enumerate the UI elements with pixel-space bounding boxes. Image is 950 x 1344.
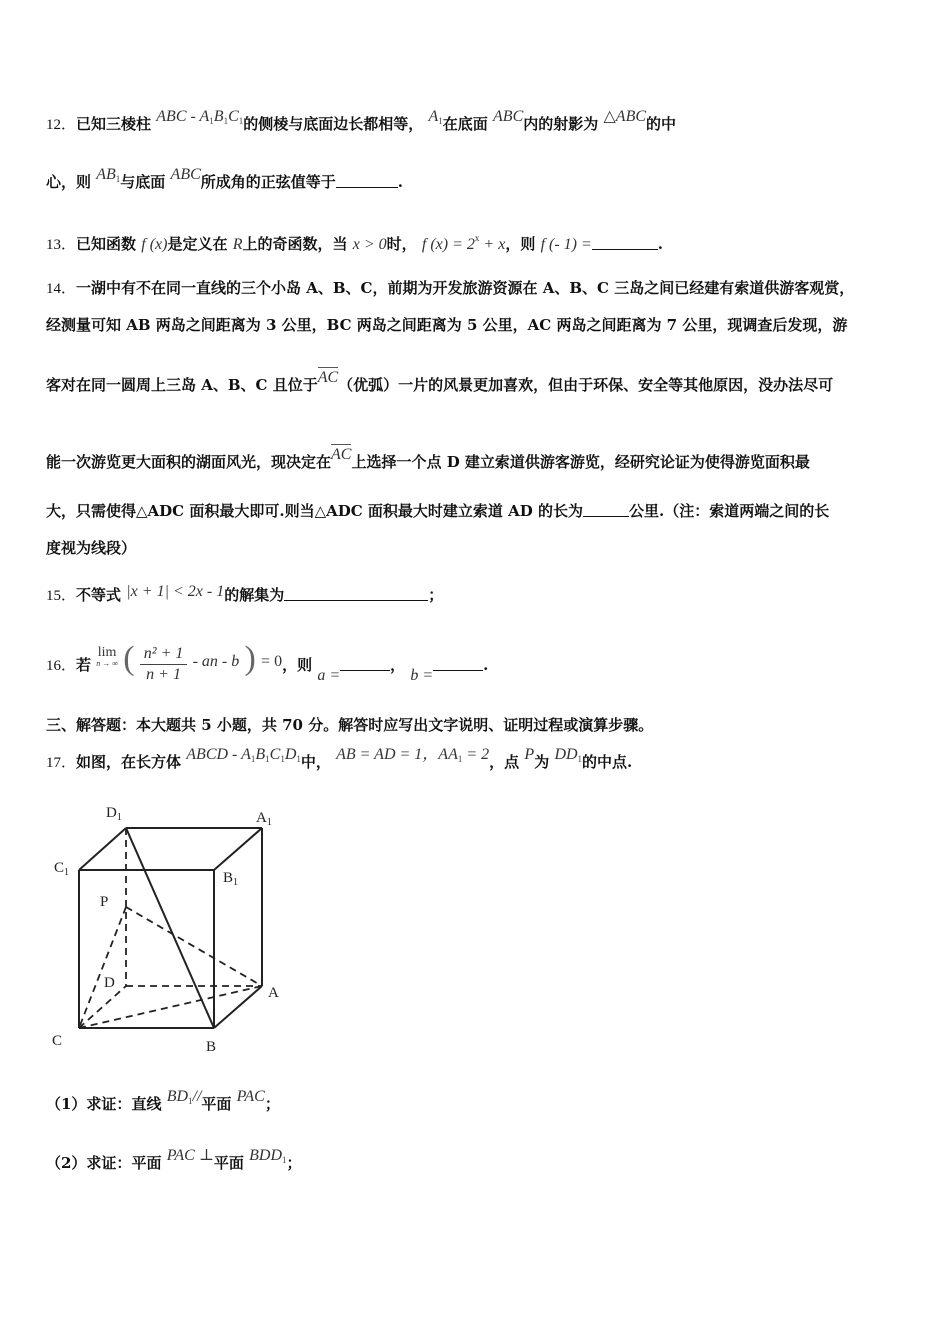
q12-period: . [397,173,404,191]
q16-number: 16． [46,658,77,674]
q14-text: （优弧）一片的风景更加喜欢，但由于环保、安全等其他原因，没办法尽可 [338,376,834,394]
label-c: C [52,1033,63,1049]
q13-text: 时， [386,235,417,253]
q14-text: 大，只需使得△ADC 面积最大即可.则当△ADC 面积最大时建立索道 AD 的长为 [46,502,583,520]
q17-part1-text: 平面 [201,1095,232,1113]
q13-answer-blank [592,249,658,250]
label-c1: $C_1$ [54,860,70,878]
q12-base: ABC [493,108,524,125]
q16-a: a = [317,667,341,684]
edge-a1-b1 [214,828,262,870]
q12-line1 [46,108,677,134]
q12-text: 心，则 [46,173,92,191]
q17-part2-semicolon: ； [286,1154,302,1172]
label-d: D [104,975,115,991]
q15-line [46,583,444,604]
q14-number: 14． [46,281,77,297]
q17-part2-text: 平面 [213,1154,244,1172]
q16-text: ，则 [282,656,313,674]
q14-line1 [46,281,854,297]
q15-inequality: |x + 1| < 2x - 1 [126,583,225,600]
q15-text: 的解集为 [224,586,285,604]
q16-limit-expression [96,640,283,683]
label-p: P [100,894,109,910]
q13-text: ，则 [505,235,536,253]
q17-number: 17． [46,755,77,771]
q17-part1-plane: PAC [236,1088,265,1105]
q12-segment-ab1: $AB_1$ [96,166,121,184]
q16-comma: ， [390,656,406,674]
q14-line2: 经测量可知 AB 两岛之间距离为 3 公里，BC 两岛之间距离为 5 公里，AC 两岛之间距离为 7 公里，现调查后发现，游 [46,316,848,334]
q17-text: ，点 [489,753,520,771]
q12-point-a1: $A_1$ [428,108,443,126]
q16-rest: - an - b [192,653,240,670]
q16-left-paren: ( [123,640,135,677]
q12-text: 在底面 [442,115,488,133]
q13-number: 13． [46,237,77,253]
q17-part2-plane-bdd1: $BDD_1$ [249,1147,287,1165]
q17-text: 如图，在长方体 [76,753,182,771]
q13-text: 是定义在 [167,235,228,253]
q14-text: 上选择一个点 D 建立索道供游客游览，经研究论证为使得游览面积最 [351,453,810,471]
q16-period: . [483,656,489,674]
q13-condition: x > 0 [352,236,387,253]
q12-triangle: △ABC [603,108,647,125]
q13-f-neg1: f (- 1) = [540,236,592,253]
segment-d1-b [126,828,214,1028]
q14-line4 [46,446,810,471]
q17-part2-plane-pac: PAC ⊥ [166,1147,214,1164]
q14-line5 [46,504,829,519]
q14-text: 客对在同一圆周上三岛 A、B、C 且位于 [46,376,318,394]
q16-line [46,640,489,692]
q13-line [46,234,663,253]
q15-answer-blank [284,600,428,601]
q13-text: 上的奇函数，当 [242,235,348,253]
q17-text: 中， [300,753,331,771]
q12-text: 的侧棱与底面边长都相等， [243,115,424,133]
q17-text: 为 [534,753,550,771]
q16-right-paren: ) [244,640,256,677]
q16-b-blank [433,670,483,671]
q13-fx: f (x) [141,236,168,253]
q16-numerator: n² + 1 [143,645,184,662]
q12-base: ABC [170,166,201,183]
q17-part1-text: （1）求证：直线 [46,1095,162,1113]
q14-text: 公里.（注：索道两端之间的长 [629,502,830,520]
q17-part1-line-bd1: $BD_1//$ [166,1088,202,1106]
edge-c1-d1 [79,828,126,870]
q16-denominator: n + 1 [146,666,181,683]
q12-text: 内的射影为 [523,115,599,133]
label-b: B [206,1039,217,1055]
q17-edge-dd1: $DD_1$ [554,746,583,764]
q13-period: . [657,235,664,253]
q13-text: 已知函数 [76,235,137,253]
q12-number: 12． [46,117,77,133]
q16-lim: lim [97,645,117,660]
q15-semicolon: ； [428,586,444,604]
cuboid-figure [48,800,288,1070]
q16-b: b = [410,667,434,684]
label-a: A [268,985,279,1001]
q17-part1 [46,1088,280,1114]
q16-a-blank [340,670,390,671]
q14-answer-blank [583,516,629,517]
q13-r: R [232,236,243,253]
q12-text: 已知三棱柱 [76,115,152,133]
label-b1: $B_1$ [223,870,239,888]
q16-equals-zero: = 0 [261,653,283,670]
section-heading: 三、解答题：本大题共 5 小题，共 70 分。解答时应写出文字说明、证明过程或演算步骤。 [46,716,654,734]
q14-line6: 度视为线段） [46,539,137,557]
q12-text: 的中 [646,115,677,133]
q14-text: 能一次游览更大面积的湖面风光，现决定在 [46,453,332,471]
q14-text: 一湖中有不在同一直线的三个小岛 A、B、C，前期为开发旅游资源在 A、B、C 三岛之间已经建有索道供游客观赏， [76,279,855,297]
segment-p-c [79,907,126,1028]
q12-line2 [46,166,404,192]
q17-part1-semicolon: ； [264,1095,280,1113]
q17-text: 的中点. [582,753,633,771]
q12-answer-blank [336,187,398,188]
q12-text: 与底面 [120,173,166,191]
q16-lim-sub: n → ∞ [96,659,118,668]
segment-c-a [79,986,262,1028]
q15-number: 15． [46,588,77,604]
q17-part2 [46,1147,302,1173]
q16-text: 若 [76,656,92,674]
segment-p-a [126,907,262,986]
q15-text: 不等式 [76,586,122,604]
q12-text: 所成角的正弦值等于 [200,173,336,191]
q17-lengths: AB = AD = 1，$AA_1 = 2$ [336,746,490,764]
q17-point-p: P [524,746,535,763]
q17-line [46,746,633,772]
q14-line3 [46,369,834,394]
label-a1: $A_1$ [256,810,272,828]
q12-prism-name: ABC - $A_1B_1C_1$ [156,108,244,126]
q14-arc-ac: AC [317,369,339,386]
q14-arc-ac: AC [331,446,352,463]
label-d1: $D_1$ [106,805,122,823]
q17-part2-text: （2）求证：平面 [46,1154,162,1172]
q13-function-def: f $(x) = 2^x + x$ [421,233,506,253]
q17-cuboid-name: ABCD - $A_1B_1C_1D_1$ [186,746,301,764]
